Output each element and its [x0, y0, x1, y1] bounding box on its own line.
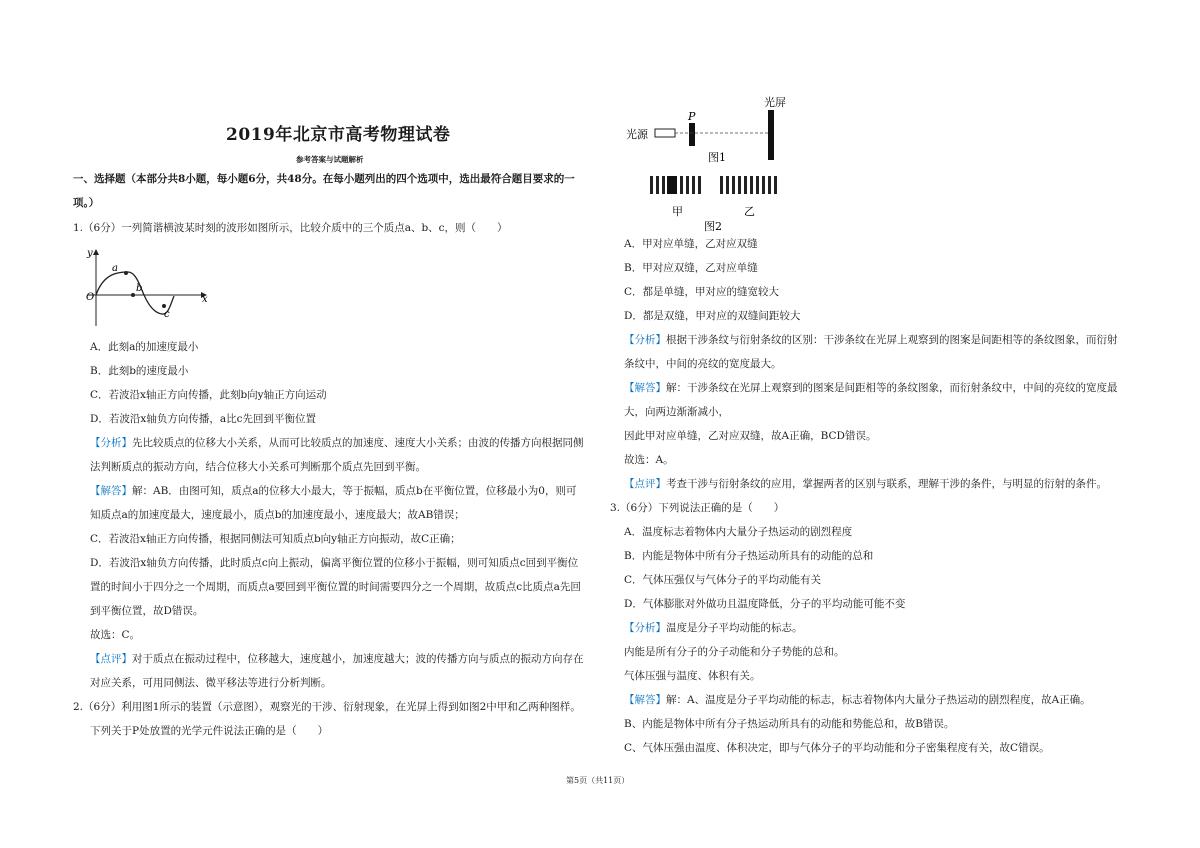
figure-2-label: 图2: [704, 220, 722, 233]
q2-stem-line2: 下列关于P处放置的光学元件说法正确的是（ ）: [90, 725, 329, 737]
wave-figure: [84, 246, 216, 330]
q3-analysis: [624, 621, 803, 635]
q1-option-d: D．若波沿x轴负方向传播，a比c先回到平衡位置: [90, 413, 316, 425]
origin-label: O: [86, 292, 95, 303]
q2-option-d: D．都是双缝，甲对应的双缝间距较大: [624, 310, 801, 322]
q2-analysis-line1: 根据干涉条纹与衍射条纹的区别：干涉条纹在光屏上观察到的图案是间距相等的条纹图象，而衍射: [666, 334, 1118, 346]
q1-option-b: B．此刻b的速度最小: [90, 365, 189, 377]
light-source-box: [655, 129, 675, 137]
p-element: [689, 123, 695, 146]
light-screen: [768, 110, 774, 160]
q2-option-c: C．都是单缝，甲对应的缝宽较大: [624, 286, 780, 298]
q1-analysis: [90, 436, 584, 450]
q2-answer-line1: 解：干涉条纹在光屏上观察到的图案是间距相等的条纹图象，而衍射条纹中，中间的亮纹的宽度最: [666, 382, 1118, 394]
q2-answer-line2: 大，向两边渐渐减小，: [624, 406, 729, 418]
jia-label: 甲: [672, 205, 683, 218]
q2-choice: 故选：A。: [624, 454, 674, 466]
answer-tag: 【解答】: [624, 382, 666, 394]
point-c-dot: [162, 304, 166, 308]
q2-comment-line1: 考查干涉与衍射条纹的应用，掌握两者的区别与联系，理解干涉的条件，与明显的衍射的条件。: [666, 478, 1107, 490]
y-axis-label: y: [87, 248, 93, 259]
q2-stem-line1: 2.（6分）利用图1所示的装置（示意图），观察光的干涉、衍射现象，在光屏上得到如图2中甲和乙两种图样。: [73, 701, 581, 713]
q2-analysis: [624, 333, 1118, 347]
point-b-dot: [131, 293, 135, 297]
optics-figure: [620, 90, 800, 240]
point-c-label: c: [164, 309, 170, 320]
q2-answer-line3: 因此甲对应单缝，乙对应双缝，故A正确，BCD错误。: [624, 430, 877, 442]
q1-answer-line2: 知质点a的加速度最大，速度最小，质点b的加速度最小，速度最大；故AB错误；: [90, 509, 465, 521]
q3-answer: [624, 693, 1091, 707]
q1-analysis-line1: 先比较质点的位移大小关系，从而可比较质点的加速度、速度大小关系；由波的传播方向根据同侧: [132, 437, 584, 449]
point-b-label: b: [136, 283, 143, 294]
point-a-label: a: [112, 263, 118, 274]
figure-1-label: 图1: [708, 151, 726, 164]
document-subtitle: 参考答案与试题解析: [296, 155, 364, 164]
section-heading-line1: 一、选择题（本部分共8小题，每小题6分，共48分。在每小题列出的四个选项中，选出最符合题目要求的一: [73, 173, 575, 185]
q1-option-c: C．若波沿x轴正方向传播，此刻b向y轴正方向运动: [90, 389, 327, 401]
q1-comment-line1: 对于质点在振动过程中，位移越大，速度越小，加速度越大；波的传播方向与质点的振动方向存在: [132, 653, 584, 665]
pattern-jia: [650, 176, 701, 194]
q3-option-a: A．温度标志着物体内大量分子热运动的剧烈程度: [624, 526, 853, 538]
screen-label: 光屏: [764, 96, 786, 109]
analysis-tag: 【分析】: [624, 334, 666, 346]
point-a-dot: [124, 271, 128, 275]
q2-analysis-line2: 条纹中，中间的亮纹的宽度最大。: [624, 358, 782, 370]
q2-comment: [624, 477, 1107, 491]
section-heading-line2: 项。）: [73, 197, 100, 209]
page-footer: 第5页（共11页）: [566, 776, 630, 785]
comment-tag: 【点评】: [624, 478, 666, 490]
q1-answer-line5: 置的时间小于四分之一个周期，而质点a要回到平衡位置的时间需要四分之一个周期，故质点c比质点a先回: [90, 581, 581, 593]
answer-tag: 【解答】: [90, 485, 132, 497]
q3-stem: 3.（6分）下列说法正确的是（ ）: [610, 502, 785, 514]
q2-answer: [624, 381, 1118, 395]
x-axis-label: x: [202, 294, 208, 305]
light-source-label: 光源: [626, 128, 648, 141]
q3-answer-line2: B、内能是物体中所有分子热运动所具有的动能和势能总和，故B错误。: [624, 718, 955, 730]
q3-option-d: D．气体膨胀对外做功且温度降低，分子的平均动能可能不变: [624, 598, 906, 610]
analysis-tag: 【分析】: [90, 437, 132, 449]
q1-answer-line3: C．若波沿x轴正方向传播，根据同侧法可知质点b向y轴正方向振动，故C正确；: [90, 533, 461, 545]
q1-comment: [90, 652, 584, 666]
q3-option-b: B．内能是物体中所有分子热运动所具有的动能的总和: [624, 550, 874, 562]
q1-stem: 1.（6分）一列简谐横波某时刻的波形如图所示，比较介质中的三个质点a、b、c，则（ ）: [73, 222, 508, 234]
yi-label: 乙: [744, 205, 755, 218]
analysis-tag: 【分析】: [624, 622, 666, 634]
answer-tag: 【解答】: [624, 694, 666, 706]
q3-analysis-line3: 气体压强与温度、体积有关。: [624, 670, 761, 682]
q2-option-a: A．甲对应单缝，乙对应双缝: [624, 238, 758, 250]
q3-answer-line1: 解：A、温度是分子平均动能的标志，标志着物体内大量分子热运动的剧烈程度，故A正确。: [666, 694, 1091, 706]
q2-option-b: B．甲对应双缝，乙对应单缝: [624, 262, 758, 274]
comment-tag: 【点评】: [90, 653, 132, 665]
q3-option-c: C．气体压强仅与气体分子的平均动能有关: [624, 574, 822, 586]
q1-answer-line1: 解：AB．由图可知，质点a的位移大小最大，等于振幅，质点b在平衡位置，位移最小为0，则可: [132, 485, 577, 497]
q1-answer-line4: D．若波沿x轴负方向传播，此时质点c向上振动，偏离平衡位置的位移小于振幅，则可知质点c回到平衡位: [90, 557, 579, 569]
q1-option-a: A．此刻a的加速度最小: [90, 341, 199, 353]
q1-comment-line2: 对应关系，可用同侧法、微平移法等进行分析判断。: [90, 677, 332, 689]
document-title: 2019年北京市高考物理试卷: [226, 125, 451, 145]
p-label: P: [688, 110, 696, 123]
q1-answer: [90, 484, 576, 498]
q3-answer-line3: C、气体压强由温度、体积决定，即与气体分子的平均动能和分子密集程度有关，故C错误。: [624, 742, 1050, 754]
q1-choice: 故选：C。: [90, 629, 141, 641]
q1-answer-line6: 到平衡位置，故D错误。: [90, 605, 204, 617]
q3-analysis-line2: 内能是所有分子的分子动能和分子势能的总和。: [624, 646, 845, 658]
pattern-yi: [720, 176, 777, 194]
q3-analysis-line1: 温度是分子平均动能的标志。: [666, 622, 803, 634]
q1-analysis-line2: 法判断质点的振动方向，结合位移大小关系可判断那个质点先回到平衡。: [90, 461, 426, 473]
